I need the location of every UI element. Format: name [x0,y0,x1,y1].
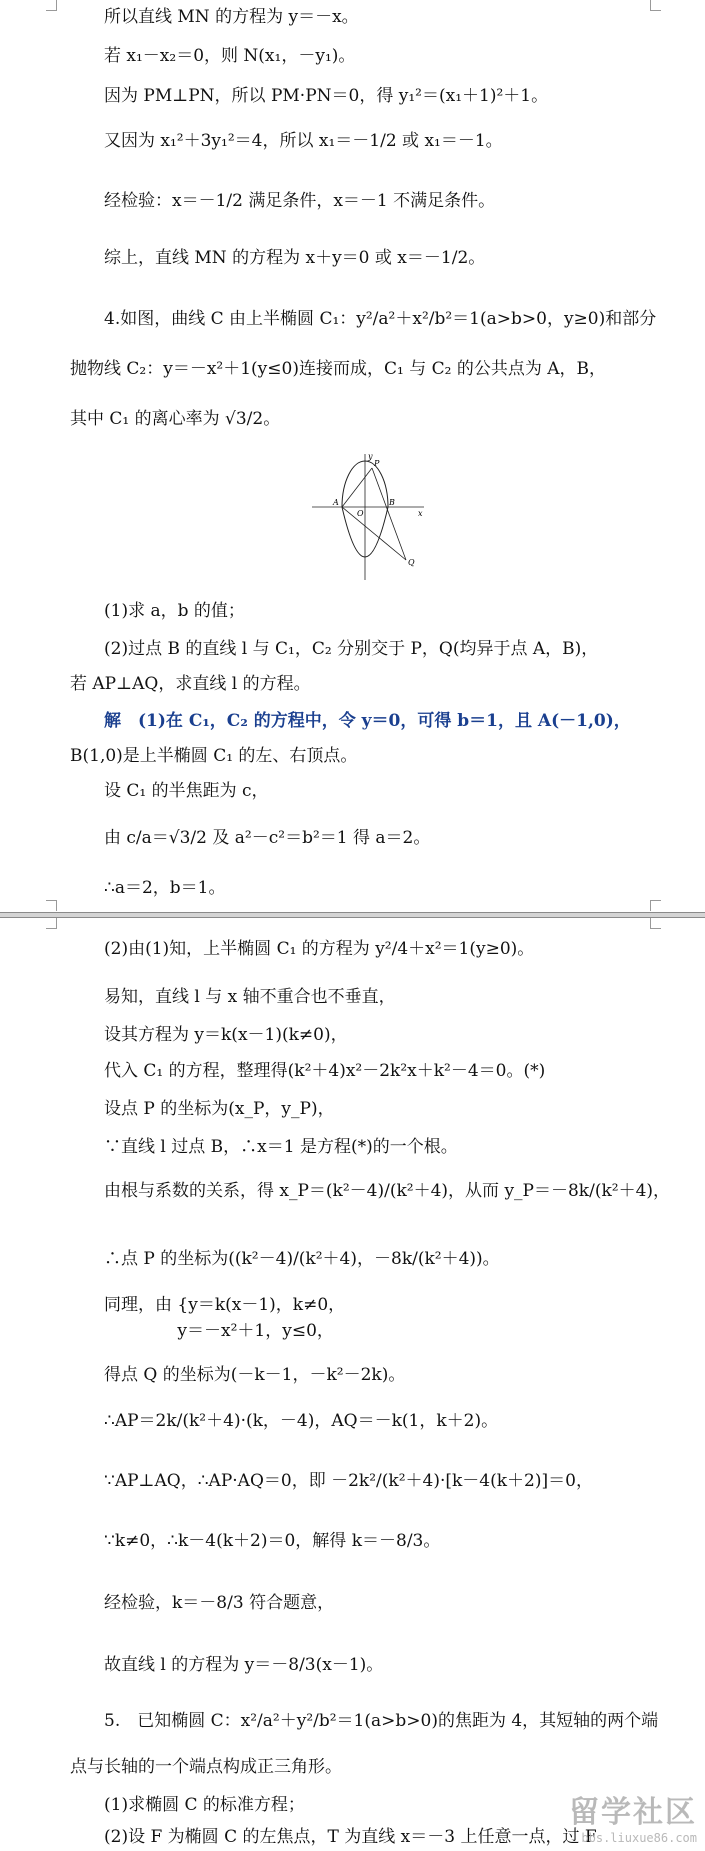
segment-ap [342,468,372,507]
solution-line: B(1,0)是上半椭圆 C₁ 的左、右顶点。 [70,746,358,766]
solution-line: 由 c/a＝√3/2 及 a²－c²＝b²＝1 得 a＝2。 [104,828,431,848]
solution-line: 故直线 l 的方程为 y＝－8/3(x－1)。 [104,1655,384,1675]
text-line: 经检验：x＝－1/2 满足条件，x＝－1 不满足条件。 [104,191,496,211]
label-b: B [389,498,395,507]
solution-line: ∵k≠0，∴k－4(k＋2)＝0，解得 k＝－8/3。 [104,1531,441,1551]
text-line: 综上，直线 MN 的方程为 x＋y＝0 或 x＝－1/2。 [104,248,486,268]
question-line: (1)求 a，b 的值； [104,601,245,621]
problem-4-line: 4.如图，曲线 C 由上半椭圆 C₁：y²/a²＋x²/b²＝1(a>b>0，y≥0)和部分 [104,309,657,329]
solution-line: 设其方程为 y＝k(x－1)(k≠0)， [104,1025,348,1045]
margin-mark [46,918,57,929]
problem-5-line: 点与长轴的一个端点构成正三角形。 [70,1757,342,1777]
solution-line: 代入 C₁ 的方程，整理得(k²＋4)x²－2k²x＋k²－4＝0。(*) [104,1061,546,1081]
system-line: y＝－x²＋1，y≤0， [104,1321,334,1341]
document-page-1 [0,0,705,912]
problem-4-line: 抛物线 C₂：y＝－x²＋1(y≤0)连接而成，C₁ 与 C₂ 的公共点为 A，B， [70,359,607,379]
label-p: P [374,459,380,468]
label-y: y [368,452,373,461]
problem-5-line: (2)设 F 为椭圆 C 的左焦点，T 为直线 x＝－3 上任意一点，过 F [104,1827,597,1847]
solution-line: 经检验，k＝－8/3 符合题意， [104,1593,335,1613]
solution-line: 得点 Q 的坐标为(－k－1，－k²－2k)。 [104,1365,406,1385]
solution-line: 设点 P 的坐标为(x_P，y_P)， [104,1099,335,1119]
text-line: 所以直线 MN 的方程为 y＝－x。 [104,7,359,27]
label-a: A [333,498,339,507]
solution-line: (2)由(1)知，上半椭圆 C₁ 的方程为 y²/4＋x²＝1(y≥0)。 [104,939,535,959]
watermark [569,1787,697,1845]
solution-line: 解 (1)在 C₁，C₂ 的方程中，令 y＝0，可得 b＝1，且 A(－1,0)， [104,711,631,731]
solution-line: ∴a＝2，b＝1。 [104,878,226,898]
text-line: 又因为 x₁²＋3y₁²＝4，所以 x₁＝－1/2 或 x₁＝－1。 [104,131,503,151]
label-q: Q [408,558,415,567]
question-line: 若 AP⊥AQ，求直线 l 的方程。 [70,674,311,694]
solution-line: ∵直线 l 过点 B，∴x＝1 是方程(*)的一个根。 [104,1137,458,1157]
solution-line: ∴点 P 的坐标为((k²－4)/(k²＋4)，－8k/(k²＋4))。 [104,1249,500,1269]
solution-line: ∴AP＝2k/(k²＋4)·(k，－4)，AQ＝－k(1，k＋2)。 [104,1411,499,1431]
problem-5-line: (1)求椭圆 C 的标准方程； [104,1795,305,1815]
question-line: (2)过点 B 的直线 l 与 C₁，C₂ 分别交于 P，Q(均异于点 A，B)， [104,639,599,659]
document-page-2 [0,918,705,1851]
solution-line: ∵AP⊥AQ，∴AP·AQ＝0，即 －2k²/(k²＋4)·[k－4(k＋2)]＝0， [104,1471,593,1491]
watermark-url: bbs.liuxue86.com [581,1831,697,1845]
text-line: 若 x₁－x₂＝0，则 N(x₁，－y₁)。 [104,46,356,66]
solution-line: 易知，直线 l 与 x 轴不重合也不垂直， [104,987,396,1007]
solution-line: 设 C₁ 的半焦距为 c， [104,781,269,801]
curve-figure [308,450,428,582]
solution-line: 由根与系数的关系，得 x_P＝(k²－4)/(k²＋4)，从而 y_P＝－8k/(k²＋4)， [104,1181,671,1201]
text-line: 因为 PM⊥PN，所以 PM·PN＝0，得 y₁²＝(x₁＋1)²＋1。 [104,86,549,106]
problem-4-line: 其中 C₁ 的离心率为 √3/2。 [70,409,281,429]
margin-mark [46,900,57,911]
watermark-logo: 留学社区 [569,1795,697,1830]
label-o: O [357,509,364,518]
problem-5-line: 5. 已知椭圆 C：x²/a²＋y²/b²＝1(a>b>0)的焦距为 4，其短轴的两个端 [104,1711,659,1731]
label-x: x [418,509,423,518]
system-line: 同理，由 {y＝k(x－1)，k≠0， [104,1295,346,1315]
margin-mark [650,918,661,929]
margin-mark [650,900,661,911]
